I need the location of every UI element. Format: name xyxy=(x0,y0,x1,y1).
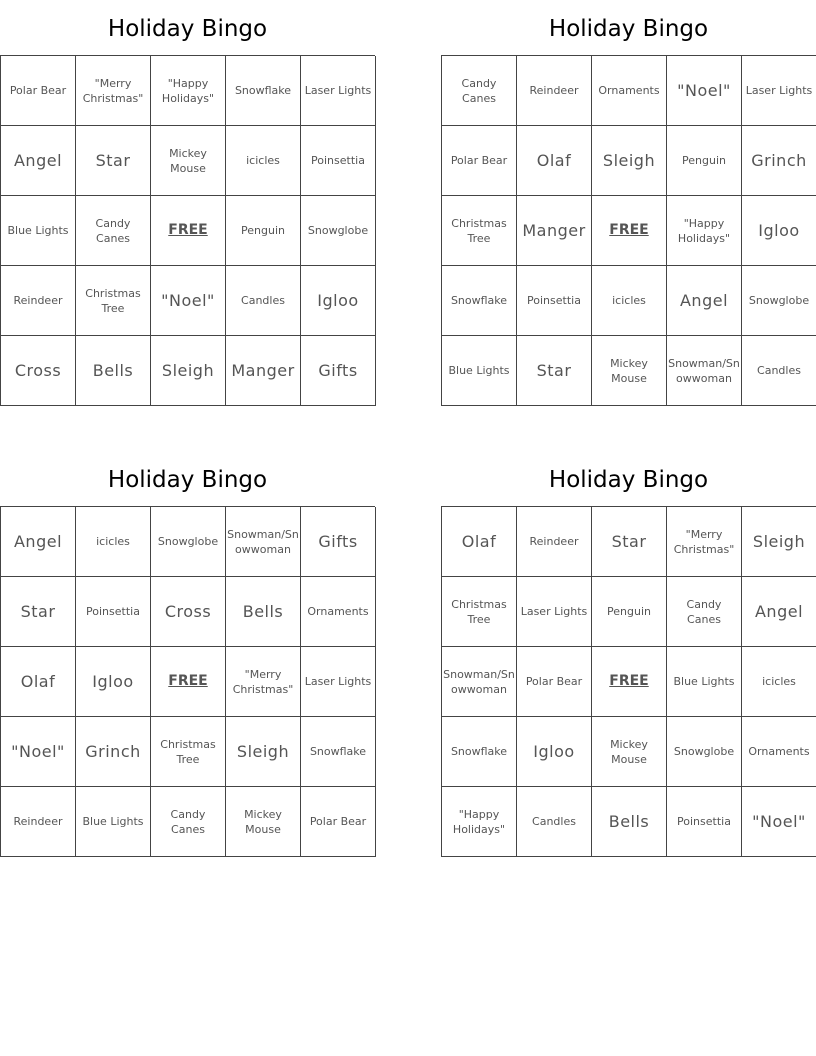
bingo-cell: Penguin xyxy=(667,126,742,196)
bingo-cell: Poinsettia xyxy=(517,266,592,336)
card-title: Holiday Bingo xyxy=(548,467,709,493)
bingo-cell: Snowglobe xyxy=(301,196,376,266)
bingo-cell: Blue Lights xyxy=(442,336,517,406)
bingo-cell: Manger xyxy=(226,336,301,406)
bingo-cell: Bells xyxy=(592,787,667,857)
bingo-cell: Mickey Mouse xyxy=(151,126,226,196)
bingo-cell: icicles xyxy=(592,266,667,336)
bingo-cell: Polar Bear xyxy=(301,787,376,857)
bingo-cell: Snowflake xyxy=(226,56,301,126)
bingo-cell: Blue Lights xyxy=(76,787,151,857)
bingo-cell: Mickey Mouse xyxy=(592,336,667,406)
bingo-cell: Bells xyxy=(226,577,301,647)
bingo-cell: Sleigh xyxy=(742,507,816,577)
bingo-cell: Snowglobe xyxy=(742,266,816,336)
bingo-cell: Candy Canes xyxy=(442,56,517,126)
bingo-cell: Poinsettia xyxy=(301,126,376,196)
free-space-cell: FREE xyxy=(592,647,667,717)
bingo-cell: Candles xyxy=(517,787,592,857)
bingo-cell: "Noel" xyxy=(1,717,76,787)
bingo-cell: Ornaments xyxy=(742,717,816,787)
bingo-cell: Snowman/Snowwoman xyxy=(667,336,742,406)
bingo-cell: Gifts xyxy=(301,507,376,577)
card-title: Holiday Bingo xyxy=(548,16,709,42)
bingo-cell: Snowflake xyxy=(442,717,517,787)
bingo-cell: Ornaments xyxy=(301,577,376,647)
bingo-card xyxy=(0,451,375,857)
bingo-cell: Angel xyxy=(1,507,76,577)
bingo-cell: "Merry Christmas" xyxy=(226,647,301,717)
bingo-cell: Snowglobe xyxy=(667,717,742,787)
bingo-grid xyxy=(0,506,375,857)
bingo-cell: Reindeer xyxy=(517,507,592,577)
bingo-grid xyxy=(0,55,375,406)
bingo-cell: Angel xyxy=(1,126,76,196)
bingo-card xyxy=(441,0,816,406)
bingo-cell: Cross xyxy=(151,577,226,647)
bingo-cell: Star xyxy=(592,507,667,577)
bingo-cell: Angel xyxy=(742,577,816,647)
bingo-cell: "Merry Christmas" xyxy=(667,507,742,577)
bingo-cell: Reindeer xyxy=(1,266,76,336)
bingo-cell: Snowman/Snowwoman xyxy=(226,507,301,577)
bingo-cell: Ornaments xyxy=(592,56,667,126)
bingo-cell: "Noel" xyxy=(151,266,226,336)
bingo-cell: "Noel" xyxy=(742,787,816,857)
bingo-cell: Candy Canes xyxy=(151,787,226,857)
bingo-cell: "Noel" xyxy=(667,56,742,126)
bingo-cell: Christmas Tree xyxy=(442,196,517,266)
bingo-cell: "Merry Christmas" xyxy=(76,56,151,126)
bingo-cell: Candy Canes xyxy=(667,577,742,647)
bingo-cell: Reindeer xyxy=(517,56,592,126)
bingo-grid xyxy=(441,55,816,406)
bingo-cell: Igloo xyxy=(742,196,816,266)
bingo-cell: Reindeer xyxy=(1,787,76,857)
bingo-cell: "Happy Holidays" xyxy=(151,56,226,126)
bingo-cell: Sleigh xyxy=(592,126,667,196)
bingo-cell: Snowglobe xyxy=(151,507,226,577)
bingo-cell: Sleigh xyxy=(151,336,226,406)
bingo-cell: Igloo xyxy=(517,717,592,787)
bingo-cell: Candy Canes xyxy=(76,196,151,266)
bingo-cell: Penguin xyxy=(226,196,301,266)
bingo-cell: Star xyxy=(76,126,151,196)
bingo-cell: Angel xyxy=(667,266,742,336)
bingo-cell: Olaf xyxy=(1,647,76,717)
bingo-cell: Laser Lights xyxy=(742,56,816,126)
bingo-cell: icicles xyxy=(76,507,151,577)
bingo-cell: Snowman/Snowwoman xyxy=(442,647,517,717)
bingo-cell: Star xyxy=(517,336,592,406)
bingo-cell: Candles xyxy=(226,266,301,336)
bingo-cell: Snowflake xyxy=(301,717,376,787)
card-title: Holiday Bingo xyxy=(107,16,268,42)
bingo-cell: "Happy Holidays" xyxy=(442,787,517,857)
bingo-card xyxy=(441,451,816,857)
bingo-cell: Candles xyxy=(742,336,816,406)
bingo-cell: Blue Lights xyxy=(667,647,742,717)
bingo-cell: icicles xyxy=(742,647,816,717)
bingo-cell: Penguin xyxy=(592,577,667,647)
bingo-cell: Igloo xyxy=(301,266,376,336)
bingo-cell: Olaf xyxy=(442,507,517,577)
bingo-cell: Laser Lights xyxy=(517,577,592,647)
bingo-cell: Cross xyxy=(1,336,76,406)
bingo-cell: Grinch xyxy=(76,717,151,787)
bingo-cell: Poinsettia xyxy=(667,787,742,857)
free-space-cell: FREE xyxy=(151,196,226,266)
card-title: Holiday Bingo xyxy=(107,467,268,493)
free-space-cell: FREE xyxy=(151,647,226,717)
bingo-cell: Christmas Tree xyxy=(151,717,226,787)
bingo-cell: Blue Lights xyxy=(1,196,76,266)
bingo-cell: Bells xyxy=(76,336,151,406)
bingo-cell: Laser Lights xyxy=(301,647,376,717)
bingo-cell: Christmas Tree xyxy=(442,577,517,647)
bingo-cell: Snowflake xyxy=(442,266,517,336)
bingo-cell: Laser Lights xyxy=(301,56,376,126)
bingo-cell: icicles xyxy=(226,126,301,196)
bingo-cell: Manger xyxy=(517,196,592,266)
bingo-cell: Polar Bear xyxy=(517,647,592,717)
bingo-cell: Igloo xyxy=(76,647,151,717)
bingo-cell: Mickey Mouse xyxy=(226,787,301,857)
bingo-cell: Gifts xyxy=(301,336,376,406)
bingo-cell: Polar Bear xyxy=(1,56,76,126)
bingo-cell: Polar Bear xyxy=(442,126,517,196)
bingo-cell: Christmas Tree xyxy=(76,266,151,336)
bingo-cell: Grinch xyxy=(742,126,816,196)
bingo-cell: Mickey Mouse xyxy=(592,717,667,787)
bingo-grid xyxy=(441,506,816,857)
bingo-card xyxy=(0,0,375,406)
bingo-cell: Olaf xyxy=(517,126,592,196)
free-space-cell: FREE xyxy=(592,196,667,266)
bingo-cell: "Happy Holidays" xyxy=(667,196,742,266)
bingo-cell: Poinsettia xyxy=(76,577,151,647)
bingo-cell: Sleigh xyxy=(226,717,301,787)
bingo-cell: Star xyxy=(1,577,76,647)
